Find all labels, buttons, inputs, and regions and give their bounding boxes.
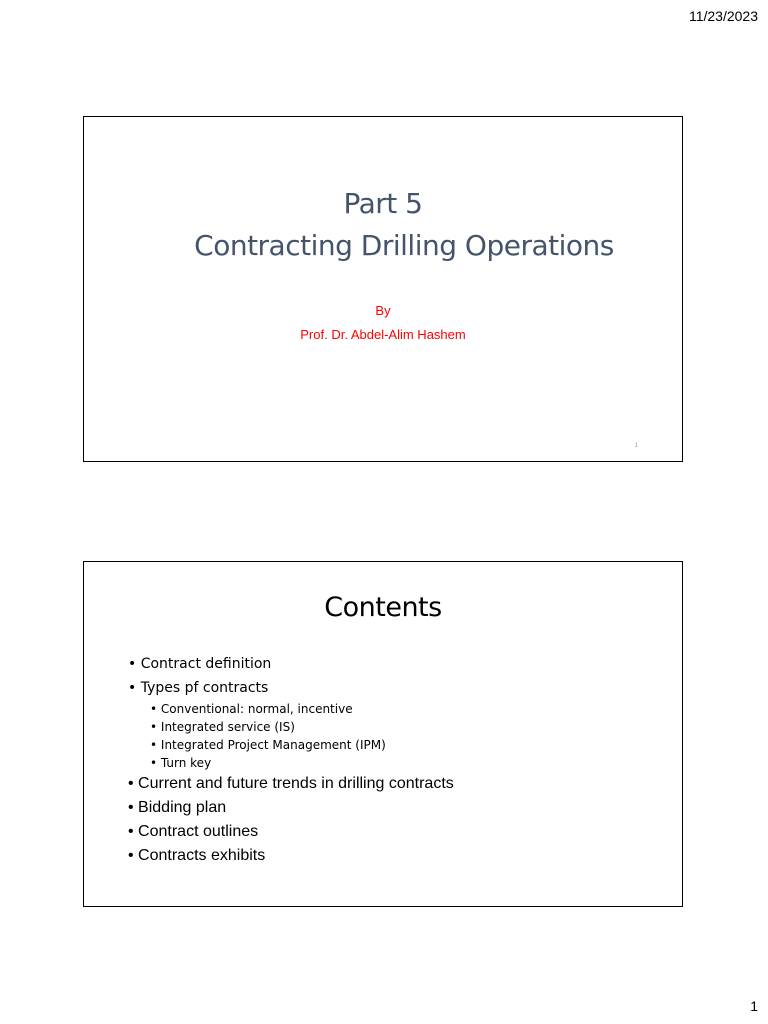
sub-list-item: • Integrated Project Management (IPM) (150, 736, 662, 754)
title-slide (83, 116, 683, 462)
title-subject: Contracting Drilling Operations (194, 229, 614, 262)
contents-slide (83, 561, 683, 907)
list-item-with-subitems (128, 676, 662, 772)
slide-number: 1 (634, 443, 638, 449)
list-item: • Current and future trends in drilling contracts (128, 772, 662, 796)
list-item: • Bidding plan (128, 796, 662, 820)
byline (84, 299, 682, 347)
list-item: • Types pf contracts (128, 676, 662, 700)
contents-title: Contents (324, 592, 442, 623)
author-name: Prof. Dr. Abdel-Alim Hashem (300, 327, 466, 342)
sub-list-item: • Conventional: normal, incentive (150, 700, 662, 718)
list-item: • Contract outlines (128, 820, 662, 844)
sub-list-item: • Integrated service (IS) (150, 718, 662, 736)
sub-list (128, 700, 662, 772)
list-item: • Contract definition (128, 652, 662, 676)
title-part-number: Part 5 (343, 187, 423, 220)
sub-list-item: • Turn key (150, 754, 662, 772)
by-label: By (375, 303, 391, 318)
page-date: 11/23/2023 (688, 8, 758, 24)
contents-list (128, 652, 662, 868)
slide-title (84, 183, 682, 267)
list-item: • Contracts exhibits (128, 844, 662, 868)
page-number: 1 (750, 998, 758, 1014)
